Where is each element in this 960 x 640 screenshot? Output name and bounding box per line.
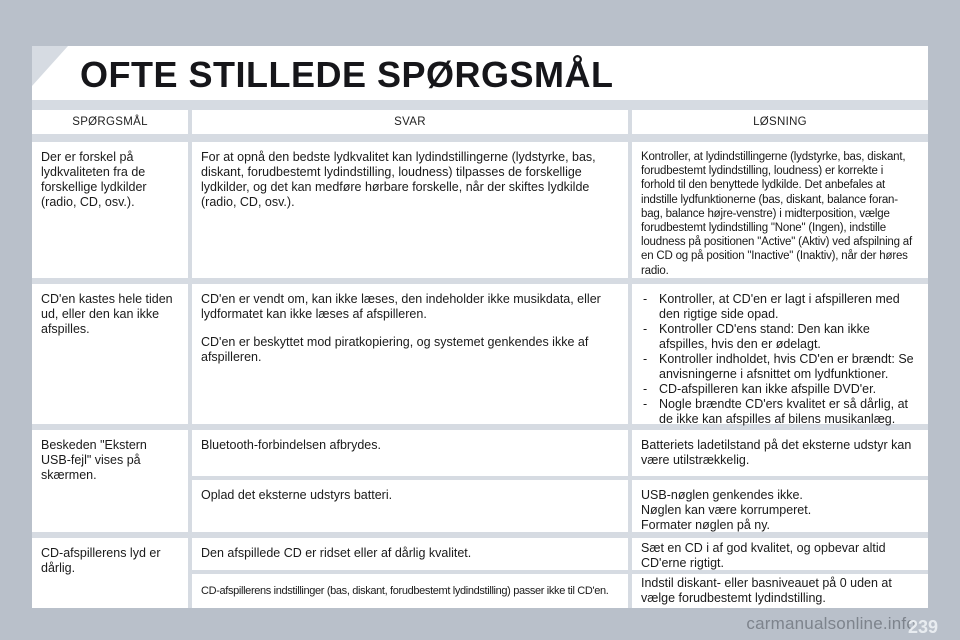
row3-solution-1: Batteriets ladetilstand på det eksterne udstyr kan være utilstrækkelig.: [632, 430, 928, 476]
row3-question: Beskeden "Ekstern USB-fejl" vises på skærmen.: [32, 430, 188, 532]
row2-question: CD'en kastes hele tiden ud, eller den kan ikke afspilles.: [32, 284, 188, 424]
row4-answer-2-text: CD-afspillerens indstillinger (bas, diskant, forudbestemt lydindstilling) passer ikke til CD'en.: [201, 585, 609, 597]
solution-line: Nøglen kan være korrumperet.: [641, 503, 812, 517]
header-question: SPØRGSMÅL: [32, 110, 188, 134]
row1-answer: For at opnå den bedste lydkvalitet kan lydindstillingerne (lydstyrke, bas, diskant, forudbestemt lydindstilling, loudness) tilpasses de forskellige lydkilder, og det kan medføre hørbare forskelle, når der skiftes lydkilde (radio, CD, osv.).: [192, 142, 628, 278]
solution-list-item: - Kontroller indholdet, hvis CD'en er brændt: Se anvisningerne i afsnittet om lydfunktioner.: [641, 352, 919, 382]
row1-question: Der er forskel på lydkvaliteten fra de forskellige lydkilder (radio, CD, osv.).: [32, 142, 188, 278]
row2-solution: [632, 284, 928, 424]
row2-answer: [192, 284, 628, 424]
row2-answer-paragraph: CD'en er vendt om, kan ikke læses, den indeholder ikke musikdata, eller lydformatet kan ikke læses af afspilleren.: [201, 292, 601, 321]
row4-solution-1: Sæt en CD i af god kvalitet, og opbevar altid CD'erne rigtigt.: [632, 538, 928, 570]
row4-solution-2: Indstil diskant- eller basniveauet på 0 uden at vælge forudbestemt lydindstilling.: [632, 574, 928, 608]
row4-question: CD-afspillerens lyd er dårlig.: [32, 538, 188, 608]
row4-answer-2: [192, 574, 628, 608]
row4-answer-1: Den afspillede CD er ridset eller af dårlig kvalitet.: [192, 538, 628, 570]
watermark: carmanualsonline.info: [746, 614, 916, 633]
header-answer: SVAR: [192, 110, 628, 134]
solution-list-item: - Kontroller CD'ens stand: Den kan ikke afspilles, hvis den er ødelagt.: [641, 322, 919, 352]
solution-line: Formater nøglen på ny.: [641, 518, 770, 532]
page-title: OFTE STILLEDE SPØRGSMÅL: [80, 54, 614, 95]
row3-solution-2: [632, 480, 928, 532]
solution-list-item: - Kontroller, at CD'en er lagt i afspilleren med den rigtige side opad.: [641, 292, 919, 322]
solution-list-item: - Nogle brændte CD'ers kvalitet er så dårlig, at de ikke kan afspilles af bilens musikanlæg.: [641, 397, 919, 427]
solution-list-item: - CD-afspilleren kan ikke afspille DVD'er.: [641, 382, 919, 397]
page-number: 239: [907, 617, 938, 637]
header-solution: LØSNING: [632, 110, 928, 134]
row2-answer-paragraph: CD'en er beskyttet mod piratkopiering, og systemet genkendes ikke af afspilleren.: [201, 335, 589, 364]
row3-answer-2: Oplad det eksterne udstyrs batteri.: [192, 480, 628, 532]
row1-solution: Kontroller, at lydindstillingerne (lydstyrke, bas, diskant, forudbestemt lydindstilling, loudness) er korrekte i forhold til den benyttede lydkilde. Det anbefales at indstille lydfunktionerne (bas, diskant, balance foran-bag, balance højre-venstre) i midterposition, vælge forudbestemt lydindstilling "None" (Ingen), indstille loudness på positionen "Active" (Aktiv) ved afspilning af en CD og på position "Inactive" (Inaktiv), når der høres radio.: [632, 142, 928, 278]
solution-line: USB-nøglen genkendes ikke.: [641, 488, 803, 502]
row3-answer-1: Bluetooth-forbindelsen afbrydes.: [192, 430, 628, 476]
